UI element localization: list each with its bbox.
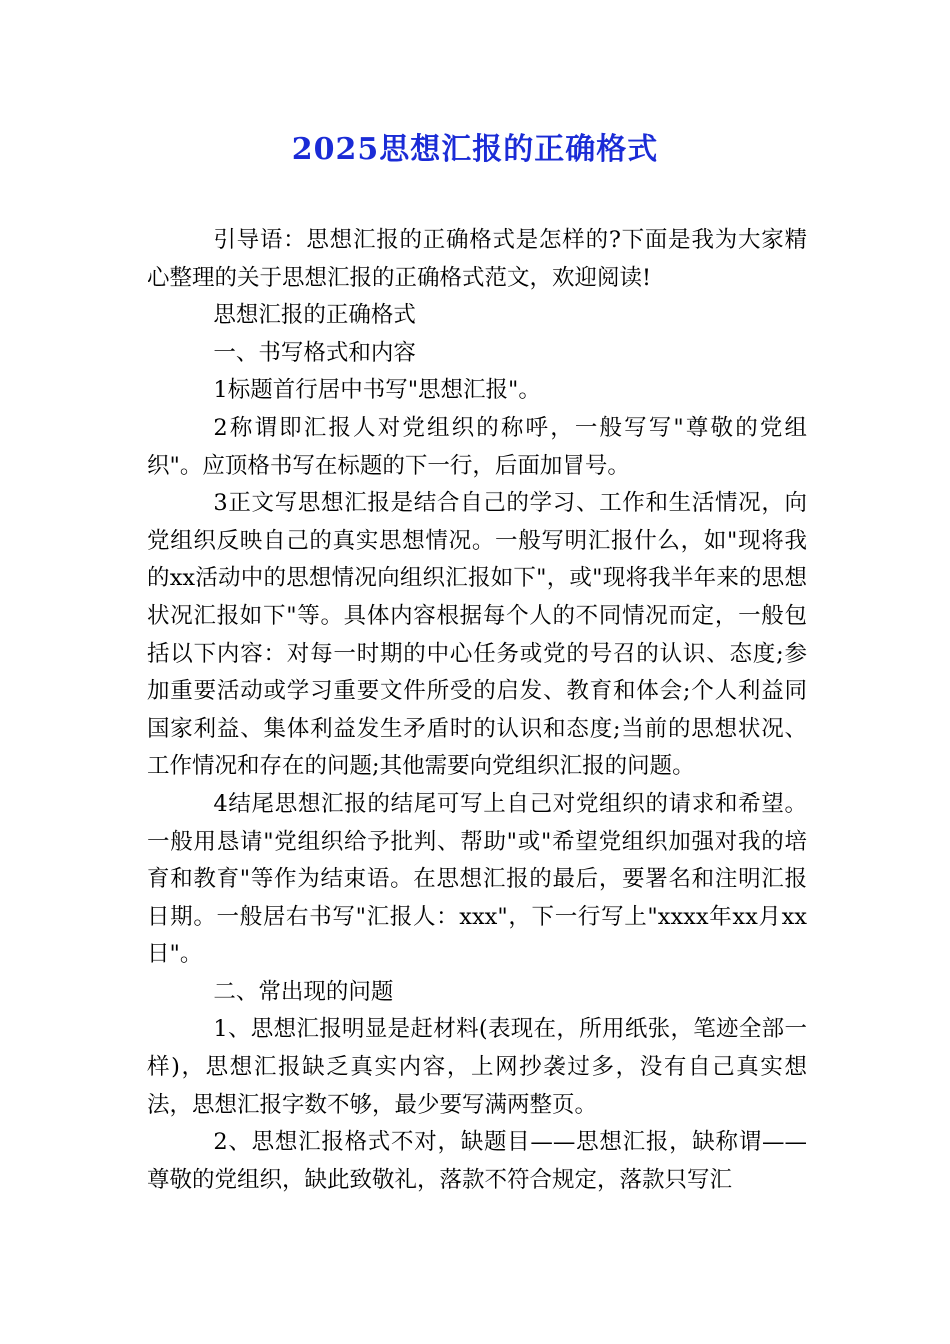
paragraph-item-4: 4结尾思想汇报的结尾可写上自己对党组织的请求和希望。一般用恳请"党组织给予批判、帮助"或"希望党组织加强对我的培育和教育"等作为结束语。在思想汇报的最后，要署名和注明汇报日期。一般居右书写"汇报人：xxx"，下一行写上"xxxx年xx月xx日"。: [147, 790, 807, 968]
paragraph-intro: 引导语：思想汇报的正确格式是怎样的?下面是我为大家精心整理的关于思想汇报的正确格式范文，欢迎阅读!: [147, 227, 807, 291]
paragraph-heading: 思想汇报的正确格式: [213, 302, 416, 329]
section-heading-2: 二、常出现的问题: [213, 978, 394, 1005]
document-body: [147, 222, 807, 1199]
paragraph-item-3: 3正文写思想汇报是结合自己的学习、工作和生活情况，向党组织反映自己的真实思想情况。一般写明汇报什么，如"现将我的xx活动中的思想情况向组织汇报如下"，或"现将我半年来的思想状况汇报如下"等。具体内容根据每个人的不同情况而定，一般包括以下内容：对每一时期的中心任务或党的号召的认识、态度;参加重要活动或学习重要文件所受的启发、教育和体会;个人利益同国家利益、集体利益发生矛盾时的认识和态度;当前的思想状况、工作情况和存在的问题;其他需要向党组织汇报的问题。: [147, 490, 807, 780]
section-heading-1: 一、书写格式和内容: [213, 339, 416, 366]
paragraph-problem-2: 2、思想汇报格式不对，缺题目——思想汇报，缺称谓——尊敬的党组织，缺此致敬礼，落款不符合规定，落款只写汇: [147, 1129, 807, 1193]
paragraph-item-2: 2称谓即汇报人对党组织的称呼，一般写写"尊敬的党组织"。应顶格书写在标题的下一行，后面加冒号。: [147, 414, 807, 479]
paragraph-problem-1: 1、思想汇报明显是赶材料(表现在，所用纸张，笔迹全部一样)，思想汇报缺乏真实内容，上网抄袭过多，没有自己真实想法，思想汇报字数不够，最少要写满两整页。: [147, 1016, 807, 1118]
paragraph-item-1: 1标题首行居中书写"思想汇报"。: [213, 377, 541, 404]
document-title: 2025思想汇报的正确格式: [291, 132, 659, 167]
